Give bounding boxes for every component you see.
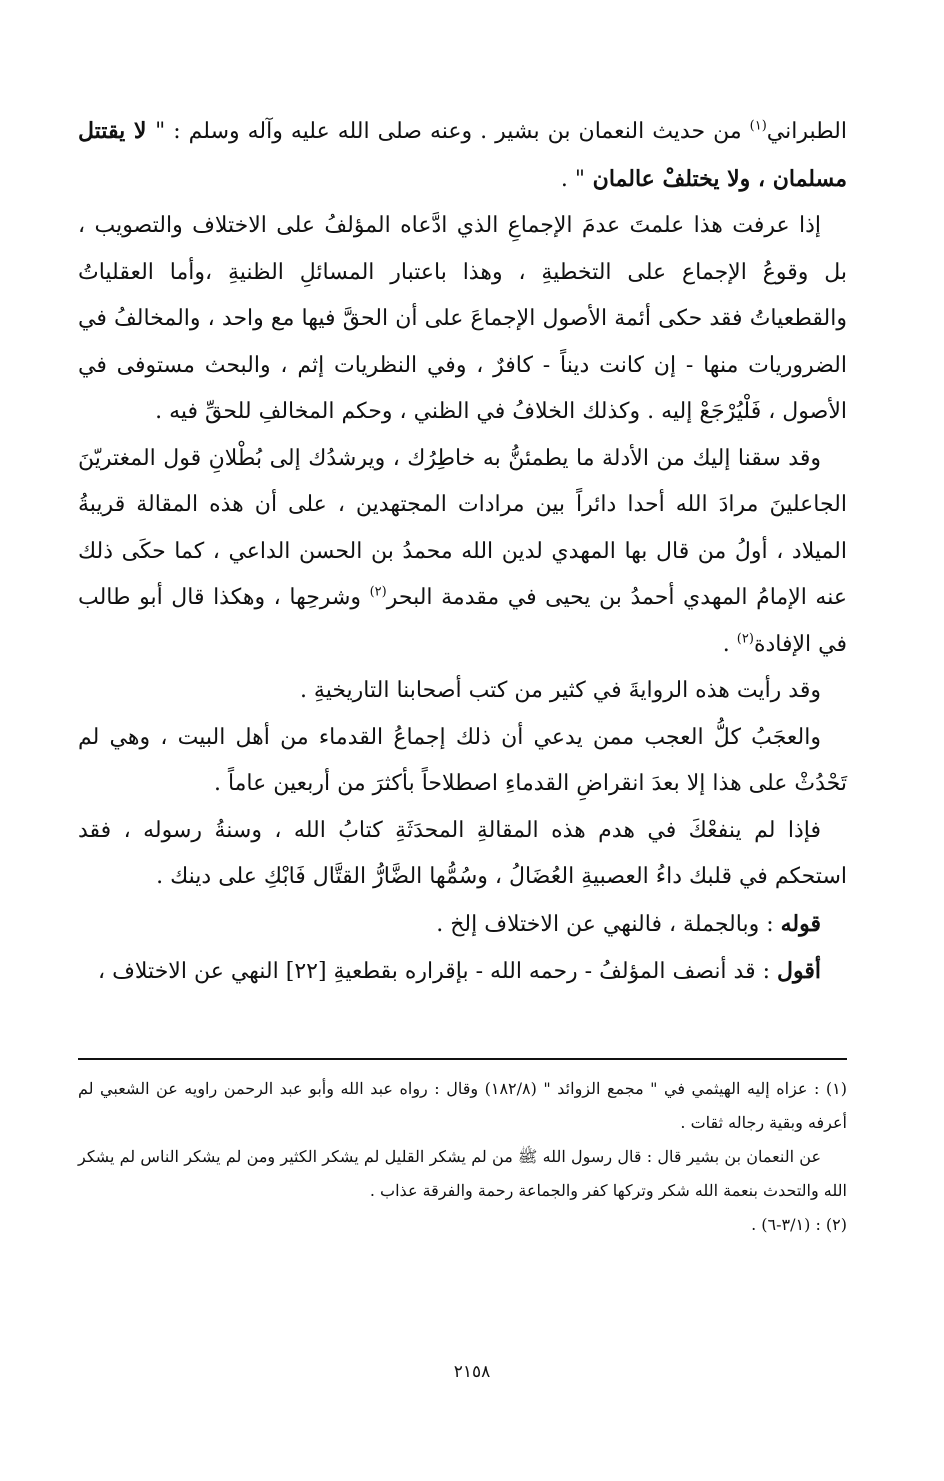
hadith-quote: لا يقتتل مسلمان ، ولا يختلفْ عالمان bbox=[78, 118, 847, 192]
paragraph-3 bbox=[78, 436, 847, 669]
paragraph-7 bbox=[78, 901, 847, 949]
page-number: ٢١٥٨ bbox=[453, 1362, 491, 1382]
footnote-2: (٢) : (٣/١-٦) . bbox=[751, 1215, 847, 1234]
main-text bbox=[78, 108, 847, 996]
footnote-ref-1: (١) bbox=[749, 118, 767, 134]
footnote-ref-2a: (٢) bbox=[369, 584, 387, 600]
qawluhu-label: قوله bbox=[780, 910, 821, 937]
paragraph-1 bbox=[78, 108, 847, 203]
paragraph-8 bbox=[78, 948, 847, 996]
footnotes bbox=[78, 1072, 847, 1242]
p3-text-a: وقد سقنا إليك من الأدلة ما يطمئنُّ به خاطِرُك ، ويرشدُك إلى بُطْلانِ قول المغتريّنَ الجاعلينَ مرادَ الله أحدا دائراً بين مرادات المجتهدين ، على أن هذه المقالة قريبةُ الميلاد ، أولُ من قال بها المهدي لدين الله محمدُ بن الحسن الداعي ، كما حكَى ذلك عنه الإمامُ المهدي أحمدُ بن يحيى في مقدمة البحر bbox=[78, 445, 847, 610]
footnote-divider bbox=[78, 1058, 847, 1060]
p8-text: : قد أنصف المؤلفُ - رحمه الله - بإقراره بقطعيةِ [٢٢] النهي عن الاختلاف ، bbox=[98, 959, 778, 984]
p3-text-c: . bbox=[722, 631, 737, 657]
paragraph-6: فإذا لم ينفعْكَ في هدم هذه المقالةِ المحدَثَةِ كتابُ الله ، وسنةُ رسوله ، فقد استحكم في قلبك داءُ العصبيةِ العُضَالُ ، وسُمُّها الضَّارُّ القتَّال فَابْكِ على دينك . bbox=[78, 817, 847, 889]
p7-text: : وبالجملة ، فالنهي عن الاختلاف إلخ . bbox=[436, 911, 781, 937]
p3-text-b: وشرحِها ، وهكذا قال أبو طالب في الإفادة bbox=[78, 585, 847, 657]
paragraph-4: وقد رأيت هذه الروايةَ في كثير من كتب أصحابنا التاريخيةِ . bbox=[299, 678, 821, 703]
footnote-1: (١) : عزاه إليه الهيثمي في " مجمع الزوائد " (١٨٢/٨) وقال : رواه عبد الله وأبو عبد الرحمن راويه عن الشعبي لم أعرفه وبقية رجاله ثقات . bbox=[78, 1079, 848, 1132]
page-body bbox=[78, 108, 847, 996]
paragraph-5: والعجَبُ كلُّ العجب ممن يدعي أن ذلك إجماعُ القدماء من أهل البيت ، وهي لم تَحْدُثْ على هذا إلا بعدَ انقراضِ القدماءِ اصطلاحاً بأكثرَ من أربعين عاماً . bbox=[78, 724, 847, 796]
footnote-1-continued: عن النعمان بن بشير قال : قال رسول الله ﷺ من لم يشكر القليل لم يشكر الكثير ومن لم يشكر الناس لم يشكر الله والتحدث بنعمة الله شكر وتركها كفر والجماعة رحمة والفرقة عذاب . bbox=[78, 1147, 847, 1200]
paragraph-2: إذا عرفت هذا علمتَ عدمَ الإجماعِ الذي ادَّعاه المؤلفُ على الاختلاف والتصويب ، بل وقوعُ الإجماع على التخطيةِ ، وهذا باعتبار المسائلِ الظنيةِ ،وأما العقلياتُ والقطعياتُ فقد حكى أئمة الأصول الإجماعَ على أن الحقَّ فيها مع واحد ، والمخالفُ في الضروريات منها - إن كانت ديناً - كافرٌ ، وفي النظريات إثم ، والبحث مستوفى في الأصول ، فَلْيُرْجَعْ إليه . وكذلك الخلافُ في الظني ، وحكم المخالفِ للحقِّ فيه . bbox=[78, 213, 847, 424]
p1-text-c: " . bbox=[560, 166, 586, 192]
aqulu-label: أقول bbox=[777, 958, 821, 984]
p1-text-b: من حديث النعمان بن بشير . وعنه صلى الله عليه وآله وسلم : " bbox=[155, 119, 750, 144]
footnote-ref-2b: (٢) bbox=[736, 631, 754, 647]
p1-text-a: الطبراني bbox=[766, 119, 847, 144]
